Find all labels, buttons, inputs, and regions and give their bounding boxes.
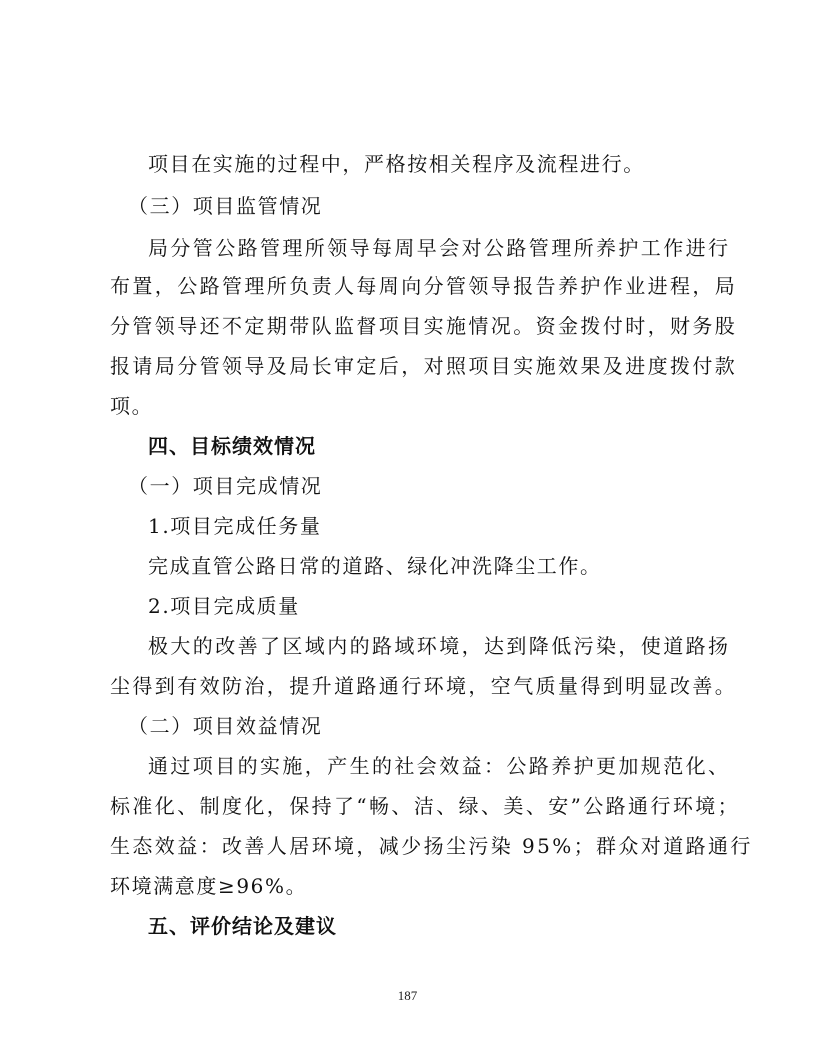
paragraph-line: 极大的改善了区域内的路域环境，达到降低污染，使道路扬 (148, 634, 731, 658)
item-title: 2.项目完成质量 (148, 594, 300, 618)
section-heading: 四、目标绩效情况 (148, 434, 316, 458)
paragraph-line: 标准化、制度化，保持了“畅、洁、绿、美、安”公路通行环境； (110, 794, 741, 818)
item-title: 1.项目完成任务量 (148, 514, 322, 538)
paragraph-line: 项。 (110, 394, 154, 418)
paragraph-line: 布置，公路管理所负责人每周向分管领导报告养护作业进程，局 (110, 274, 738, 298)
paragraph-line: 报请局分管领导及局长审定后，对照项目实施效果及进度拨付款 (110, 354, 738, 378)
page-number: 187 (397, 988, 418, 1003)
paragraph-line: 分管领导还不定期带队监督项目实施情况。资金拨付时，财务股 (110, 314, 738, 338)
section-heading: 五、评价结论及建议 (148, 914, 337, 938)
section-subheading: （一）项目完成情况 (128, 474, 323, 498)
paragraph-line: 完成直管公路日常的道路、绿化冲洗降尘工作。 (148, 554, 602, 578)
paragraph-line: 生态效益：改善人居环境，减少扬尘污染 95%；群众对道路通行 (110, 834, 753, 858)
paragraph-line: 项目在实施的过程中，严格按相关程序及流程进行。 (148, 152, 645, 176)
paragraph-line: 环境满意度≥96%。 (110, 874, 308, 898)
paragraph-line: 通过项目的实施，产生的社会效益：公路养护更加规范化、 (148, 754, 731, 778)
paragraph-line: 尘得到有效防治，提升道路通行环境，空气质量得到明显改善。 (110, 674, 738, 698)
paragraph-line: 局分管公路管理所领导每周早会对公路管理所养护工作进行 (148, 236, 731, 260)
section-subheading: （三）项目监管情况 (128, 194, 323, 218)
section-subheading: （二）项目效益情况 (128, 714, 323, 738)
